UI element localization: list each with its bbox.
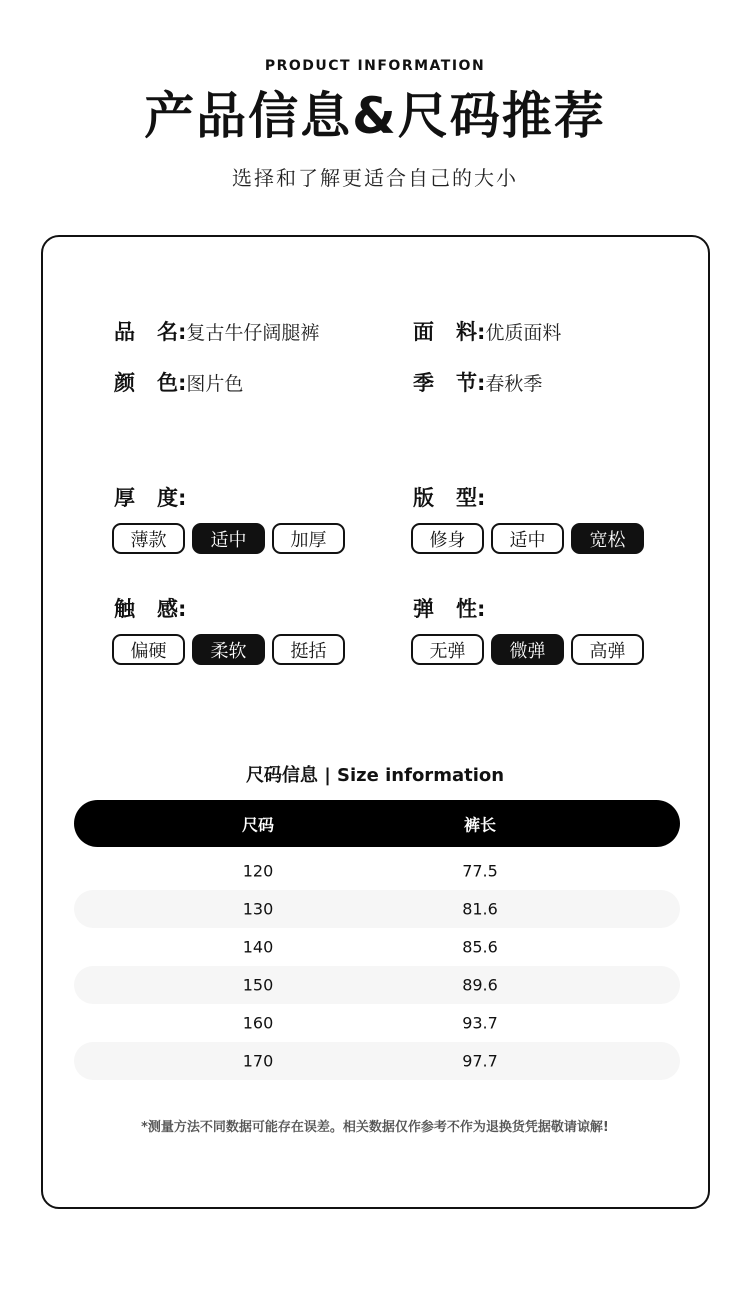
header-subtitle: PRODUCT INFORMATION [264, 58, 486, 74]
elasticity-options [411, 634, 644, 665]
table-row [74, 1042, 680, 1080]
length-cell: 81.6 [462, 899, 498, 919]
fit-option: 修身 [411, 523, 484, 554]
table-row [74, 1004, 680, 1042]
size-cell: 170 [242, 1051, 274, 1071]
thickness-title: 厚 度: [114, 486, 187, 510]
table-row [74, 928, 680, 966]
size-table-header [74, 800, 680, 847]
size-cell: 140 [242, 937, 274, 957]
length-cell: 89.6 [462, 975, 498, 995]
elasticity-title: 弹 性: [413, 597, 486, 621]
touch-option: 柔软 [192, 634, 265, 665]
elasticity-option: 无弹 [411, 634, 484, 665]
size-cell: 130 [242, 899, 274, 919]
fit-title: 版 型: [413, 486, 486, 510]
info-season-value: 春秋季 [485, 373, 543, 395]
size-table-caption: 尺码信息 | Size information [245, 765, 505, 786]
info-name: 品 名: 复古牛仔阔腿裤 [114, 320, 320, 344]
thickness-option: 适中 [192, 523, 265, 554]
touch-option: 挺括 [272, 634, 345, 665]
table-row [74, 966, 680, 1004]
thickness-option: 薄款 [112, 523, 185, 554]
length-cell: 97.7 [462, 1051, 498, 1071]
fit-option: 适中 [491, 523, 564, 554]
header-size: 尺码 [241, 815, 275, 834]
info-fabric-value: 优质面料 [485, 322, 562, 344]
thickness-options [112, 523, 345, 554]
table-row [74, 852, 680, 890]
fit-options [411, 523, 644, 554]
length-cell: 85.6 [462, 937, 498, 957]
page-title: 产品信息&尺码推荐 [144, 87, 606, 145]
length-cell: 93.7 [462, 1013, 498, 1033]
touch-title: 触 感: [114, 597, 187, 621]
fit-option: 宽松 [571, 523, 644, 554]
touch-options [112, 634, 345, 665]
elasticity-option: 高弹 [571, 634, 644, 665]
header-description: 选择和了解更适合自己的大小 [232, 166, 518, 190]
info-name-value: 复古牛仔阔腿裤 [186, 322, 320, 344]
size-cell: 160 [242, 1013, 274, 1033]
info-season: 季 节: 春秋季 [413, 371, 543, 395]
info-color-value: 图片色 [186, 373, 244, 395]
footnote: *测量方法不同数据可能存在误差。相关数据仅作参考不作为退换货凭据敬请谅解! [141, 1120, 609, 1135]
table-row [74, 890, 680, 928]
length-cell: 77.5 [462, 861, 498, 881]
size-cell: 120 [242, 861, 274, 881]
thickness-option: 加厚 [272, 523, 345, 554]
elasticity-option: 微弹 [491, 634, 564, 665]
touch-option: 偏硬 [112, 634, 185, 665]
info-fabric: 面 料: 优质面料 [413, 320, 562, 344]
size-cell: 150 [242, 975, 274, 995]
header-length: 裤长 [463, 815, 497, 834]
info-color: 颜 色: 图片色 [114, 371, 244, 395]
